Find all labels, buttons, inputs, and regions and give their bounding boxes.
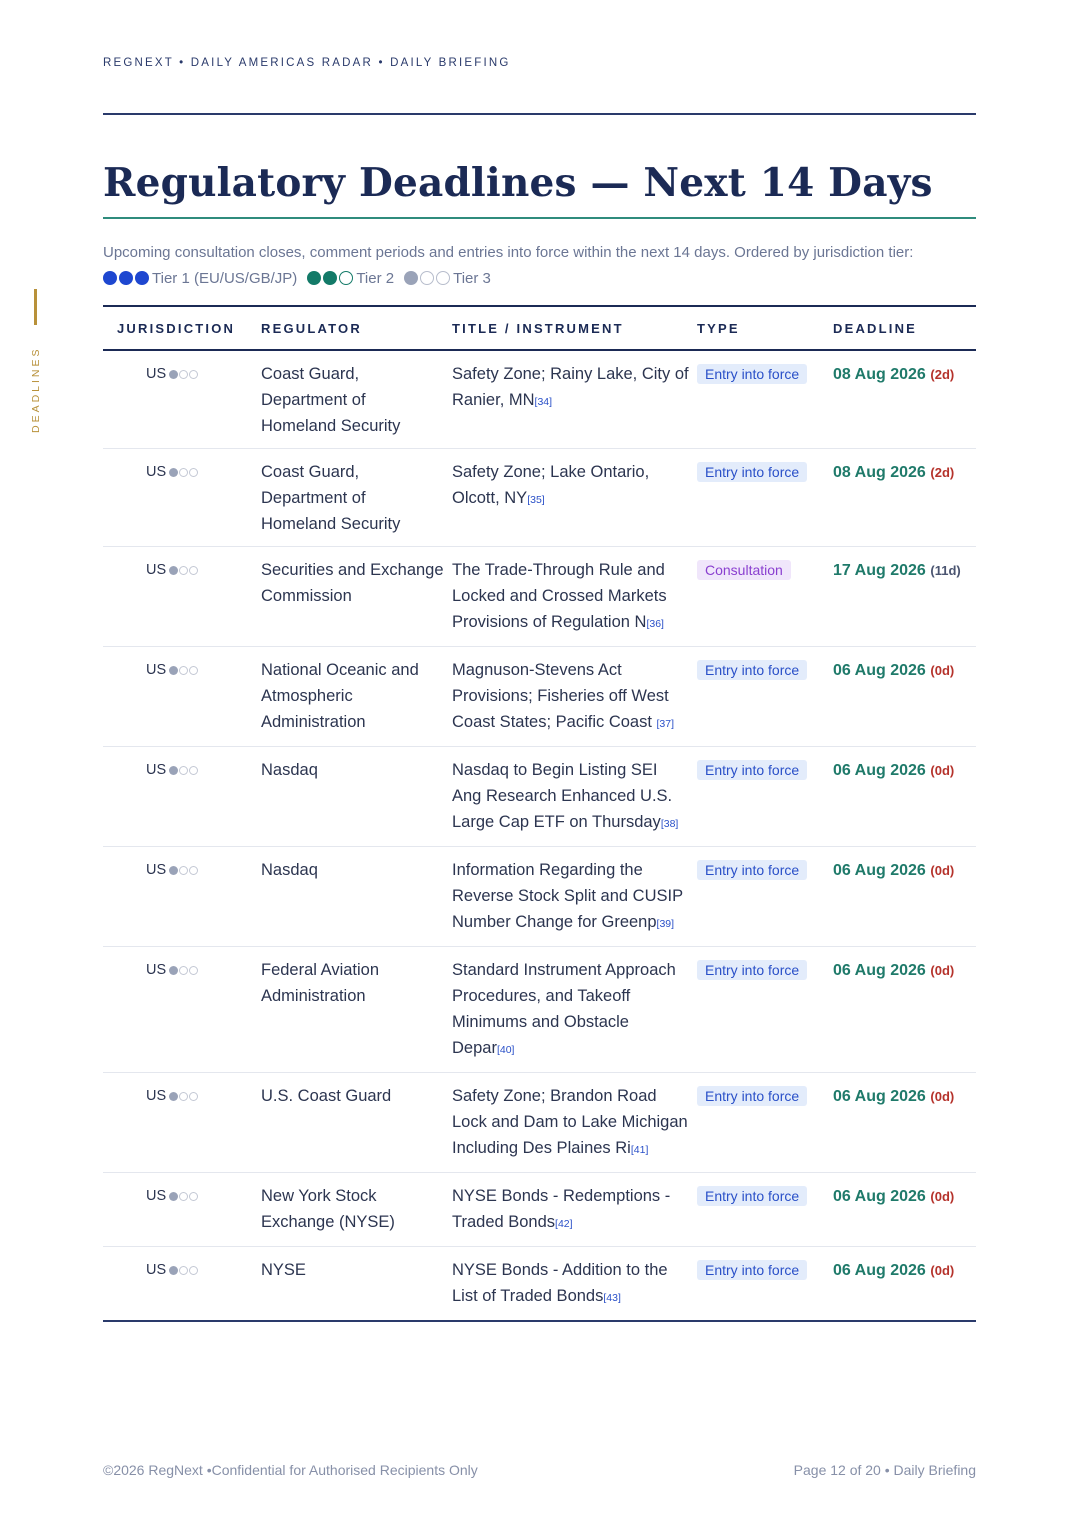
type-cell bbox=[697, 449, 833, 547]
footer-page-info: Page 12 of 20 • Daily Briefing bbox=[793, 1462, 976, 1478]
empty-dot-icon bbox=[189, 370, 198, 379]
regulator-cell: NYSE bbox=[261, 1247, 452, 1322]
days-remaining: (0d) bbox=[930, 1263, 955, 1278]
deadline-date: 08 Aug 2026 bbox=[833, 464, 926, 481]
reference-link[interactable]: [36] bbox=[646, 618, 664, 630]
deadline-cell bbox=[833, 1073, 976, 1173]
reference-link[interactable]: [39] bbox=[656, 918, 675, 930]
tier-dots-icon bbox=[307, 271, 353, 285]
title-cell bbox=[452, 847, 697, 947]
days-remaining: (0d) bbox=[930, 1189, 955, 1204]
empty-dot-icon bbox=[189, 1192, 198, 1201]
instrument-title: Standard Instrument Approach Procedures, and Takeoff Minimums and Obstacle Depar bbox=[452, 961, 676, 1057]
title-cell bbox=[452, 747, 697, 847]
table-row bbox=[103, 847, 976, 947]
type-cell bbox=[697, 947, 833, 1073]
days-remaining: (0d) bbox=[930, 1089, 955, 1104]
days-remaining: (0d) bbox=[930, 963, 955, 978]
days-remaining: (11d) bbox=[930, 563, 961, 578]
filled-dot-icon bbox=[169, 866, 178, 875]
deadlines-table bbox=[103, 305, 976, 1322]
type-cell bbox=[697, 747, 833, 847]
tier-dots-icon bbox=[169, 766, 198, 775]
tier-dots-icon bbox=[169, 666, 198, 675]
instrument-title: NYSE Bonds - Redemptions - Traded Bonds bbox=[452, 1187, 671, 1231]
regulator-cell: Nasdaq bbox=[261, 847, 452, 947]
header-breadcrumb: REGNEXT • DAILY AMERICAS RADAR • DAILY BRIEFING bbox=[103, 57, 511, 69]
tier-legend bbox=[103, 267, 501, 289]
empty-dot-icon bbox=[179, 1092, 188, 1101]
reference-link[interactable]: [34] bbox=[534, 396, 553, 408]
reference-link[interactable]: [35] bbox=[527, 494, 545, 506]
filled-dot-icon bbox=[169, 566, 178, 575]
reference-link[interactable]: [40] bbox=[496, 1044, 515, 1056]
tier-dots-icon bbox=[169, 866, 198, 875]
tier-dots-icon bbox=[169, 1092, 198, 1101]
deadline-date: 06 Aug 2026 bbox=[833, 862, 926, 879]
type-cell bbox=[697, 547, 833, 647]
regulator-cell: Securities and Exchange Commission bbox=[261, 547, 452, 647]
type-badge: Entry into force bbox=[697, 1086, 807, 1106]
jurisdiction-code: US bbox=[146, 962, 167, 978]
days-remaining: (0d) bbox=[930, 663, 955, 678]
legend-item bbox=[307, 270, 394, 287]
filled-dot-icon bbox=[323, 271, 337, 285]
table-row bbox=[103, 350, 976, 449]
jurisdiction-cell bbox=[103, 847, 261, 947]
table-row bbox=[103, 747, 976, 847]
days-remaining: (2d) bbox=[930, 367, 955, 382]
type-badge: Entry into force bbox=[697, 1260, 807, 1280]
table-row bbox=[103, 647, 976, 747]
jurisdiction-cell bbox=[103, 1173, 261, 1247]
jurisdiction-code: US bbox=[146, 1188, 167, 1204]
type-badge: Entry into force bbox=[697, 660, 807, 680]
deadline-cell bbox=[833, 1247, 976, 1322]
jurisdiction-code: US bbox=[146, 1262, 167, 1278]
legend-item bbox=[404, 270, 491, 287]
type-badge: Entry into force bbox=[697, 364, 807, 384]
tier-dots-icon bbox=[169, 566, 198, 575]
regulator-cell: Coast Guard, Department of Homeland Security bbox=[261, 449, 452, 547]
jurisdiction-cell bbox=[103, 1247, 261, 1322]
filled-dot-icon bbox=[307, 271, 321, 285]
type-cell bbox=[697, 1247, 833, 1322]
legend-label: Tier 1 (EU/US/GB/JP) bbox=[152, 269, 298, 287]
column-header-type: TYPE bbox=[697, 306, 833, 350]
legend-label: Tier 3 bbox=[453, 269, 491, 287]
regulator-cell: National Oceanic and Atmospheric Administration bbox=[261, 647, 452, 747]
instrument-title: Nasdaq to Begin Listing SEI Ang Research Enhanced U.S. Large Cap ETF on Thursday bbox=[452, 761, 673, 831]
type-cell bbox=[697, 350, 833, 449]
tier-dots-icon bbox=[169, 966, 198, 975]
filled-dot-icon bbox=[169, 1092, 178, 1101]
days-remaining: (0d) bbox=[930, 863, 955, 878]
deadline-date: 06 Aug 2026 bbox=[833, 1188, 926, 1205]
legend-label: Tier 2 bbox=[356, 269, 395, 287]
empty-dot-icon bbox=[189, 866, 198, 875]
empty-dot-icon bbox=[179, 666, 188, 675]
filled-dot-icon bbox=[103, 271, 117, 285]
empty-dot-icon bbox=[179, 566, 188, 575]
title-cell bbox=[452, 350, 697, 449]
instrument-title: Magnuson-Stevens Act Provisions; Fisheries off West Coast States; Pacific Coast bbox=[452, 661, 669, 731]
jurisdiction-code: US bbox=[146, 562, 167, 578]
deadline-cell bbox=[833, 449, 976, 547]
empty-dot-icon bbox=[436, 271, 450, 285]
empty-dot-icon bbox=[179, 370, 188, 379]
filled-dot-icon bbox=[169, 468, 178, 477]
column-header-jurisdiction: JURISDICTION bbox=[103, 306, 261, 350]
instrument-title: Safety Zone; Rainy Lake, City of Ranier, MN bbox=[452, 365, 689, 409]
jurisdiction-cell bbox=[103, 547, 261, 647]
section-marker bbox=[34, 289, 37, 325]
jurisdiction-code: US bbox=[146, 862, 167, 878]
type-cell bbox=[697, 847, 833, 947]
instrument-title: The Trade-Through Rule and Locked and Crossed Markets Provisions of Regulation N bbox=[452, 561, 667, 631]
empty-dot-icon bbox=[179, 966, 188, 975]
type-badge: Consultation bbox=[697, 560, 791, 580]
deadline-cell bbox=[833, 1173, 976, 1247]
deadline-cell bbox=[833, 847, 976, 947]
legend-item bbox=[103, 270, 297, 287]
regulator-cell: New York Stock Exchange (NYSE) bbox=[261, 1173, 452, 1247]
empty-dot-icon bbox=[179, 1192, 188, 1201]
deadline-cell bbox=[833, 547, 976, 647]
jurisdiction-cell bbox=[103, 647, 261, 747]
instrument-title: Safety Zone; Brandon Road Lock and Dam to Lake Michigan Including Des Plaines Ri bbox=[452, 1087, 688, 1157]
type-badge: Entry into force bbox=[697, 860, 807, 880]
filled-dot-icon bbox=[169, 666, 178, 675]
tier-dots-icon bbox=[103, 271, 149, 285]
filled-dot-icon bbox=[169, 370, 178, 379]
regulator-cell: U.S. Coast Guard bbox=[261, 1073, 452, 1173]
jurisdiction-cell bbox=[103, 1073, 261, 1173]
title-cell bbox=[452, 947, 697, 1073]
reference-link[interactable]: [37] bbox=[656, 718, 675, 730]
regulator-cell: Federal Aviation Administration bbox=[261, 947, 452, 1073]
empty-dot-icon bbox=[420, 271, 434, 285]
title-cell bbox=[452, 1173, 697, 1247]
column-header-regulator: REGULATOR bbox=[261, 306, 452, 350]
jurisdiction-code: US bbox=[146, 1088, 167, 1104]
table-row bbox=[103, 1073, 976, 1173]
type-badge: Entry into force bbox=[697, 760, 807, 780]
title-cell bbox=[452, 449, 697, 547]
type-badge: Entry into force bbox=[697, 1186, 807, 1206]
column-header-title: TITLE / INSTRUMENT bbox=[452, 306, 697, 350]
filled-dot-icon bbox=[119, 271, 133, 285]
jurisdiction-code: US bbox=[146, 662, 167, 678]
empty-dot-icon bbox=[179, 468, 188, 477]
footer-copyright: ©2026 RegNext •Confidential for Authorised Recipients Only bbox=[103, 1462, 478, 1478]
tier-dots-icon bbox=[169, 468, 198, 477]
regulator-cell: Nasdaq bbox=[261, 747, 452, 847]
days-remaining: (0d) bbox=[930, 763, 955, 778]
title-cell bbox=[452, 647, 697, 747]
empty-dot-icon bbox=[189, 468, 198, 477]
deadline-date: 06 Aug 2026 bbox=[833, 1262, 926, 1279]
filled-dot-icon bbox=[169, 966, 178, 975]
deadline-cell bbox=[833, 647, 976, 747]
deadline-cell bbox=[833, 947, 976, 1073]
days-remaining: (2d) bbox=[930, 465, 955, 480]
deadline-cell bbox=[833, 350, 976, 449]
type-badge: Entry into force bbox=[697, 462, 807, 482]
jurisdiction-cell bbox=[103, 747, 261, 847]
empty-dot-icon bbox=[179, 1266, 188, 1275]
deadline-date: 06 Aug 2026 bbox=[833, 962, 926, 979]
empty-dot-icon bbox=[189, 666, 198, 675]
instrument-title: NYSE Bonds - Addition to the List of Traded Bonds bbox=[452, 1261, 668, 1305]
regulator-cell: Coast Guard, Department of Homeland Security bbox=[261, 350, 452, 449]
deadline-date: 08 Aug 2026 bbox=[833, 366, 926, 383]
empty-dot-icon bbox=[189, 1266, 198, 1275]
jurisdiction-code: US bbox=[146, 464, 167, 480]
deadline-cell bbox=[833, 747, 976, 847]
type-badge: Entry into force bbox=[697, 960, 807, 980]
instrument-title: Safety Zone; Lake Ontario, Olcott, NY bbox=[452, 463, 650, 507]
table-row bbox=[103, 547, 976, 647]
header-divider bbox=[103, 113, 976, 115]
type-cell bbox=[697, 647, 833, 747]
empty-dot-icon bbox=[179, 766, 188, 775]
tier-dots-icon bbox=[169, 1266, 198, 1275]
column-header-deadline: DEADLINE bbox=[833, 306, 976, 350]
type-cell bbox=[697, 1173, 833, 1247]
type-cell bbox=[697, 1073, 833, 1173]
title-divider bbox=[103, 217, 976, 219]
table-header-row bbox=[103, 306, 976, 350]
tier-dots-icon bbox=[169, 370, 198, 379]
table-row bbox=[103, 947, 976, 1073]
title-cell bbox=[452, 1073, 697, 1173]
title-cell bbox=[452, 1247, 697, 1322]
deadline-date: 06 Aug 2026 bbox=[833, 762, 926, 779]
table-row bbox=[103, 449, 976, 547]
title-cell bbox=[452, 547, 697, 647]
filled-dot-icon bbox=[169, 1192, 178, 1201]
jurisdiction-cell bbox=[103, 449, 261, 547]
empty-dot-icon bbox=[339, 271, 353, 285]
reference-link[interactable]: [42] bbox=[555, 1218, 573, 1230]
jurisdiction-cell bbox=[103, 947, 261, 1073]
jurisdiction-code: US bbox=[146, 366, 167, 382]
tier-dots-icon bbox=[404, 271, 450, 285]
deadline-date: 06 Aug 2026 bbox=[833, 1088, 926, 1105]
filled-dot-icon bbox=[404, 271, 418, 285]
deadline-date: 06 Aug 2026 bbox=[833, 662, 926, 679]
intro-text: Upcoming consultation closes, comment periods and entries into force within the next 14 days. Ordered by jurisdiction tier: bbox=[103, 244, 914, 261]
reference-link[interactable]: [43] bbox=[603, 1292, 621, 1304]
table-row bbox=[103, 1173, 976, 1247]
empty-dot-icon bbox=[189, 966, 198, 975]
filled-dot-icon bbox=[135, 271, 149, 285]
reference-link[interactable]: [41] bbox=[630, 1144, 649, 1156]
empty-dot-icon bbox=[189, 766, 198, 775]
jurisdiction-code: US bbox=[146, 762, 167, 778]
empty-dot-icon bbox=[189, 566, 198, 575]
deadline-date: 17 Aug 2026 bbox=[833, 562, 926, 579]
instrument-title: Information Regarding the Reverse Stock Split and CUSIP Number Change for Greenp bbox=[452, 861, 683, 931]
filled-dot-icon bbox=[169, 766, 178, 775]
jurisdiction-cell bbox=[103, 350, 261, 449]
section-label: DEADLINES bbox=[30, 346, 42, 433]
reference-link[interactable]: [38] bbox=[660, 818, 679, 830]
empty-dot-icon bbox=[189, 1092, 198, 1101]
page-title: Regulatory Deadlines — Next 14 Days bbox=[103, 160, 933, 206]
filled-dot-icon bbox=[169, 1266, 178, 1275]
table-row bbox=[103, 1247, 976, 1322]
empty-dot-icon bbox=[179, 866, 188, 875]
tier-dots-icon bbox=[169, 1192, 198, 1201]
